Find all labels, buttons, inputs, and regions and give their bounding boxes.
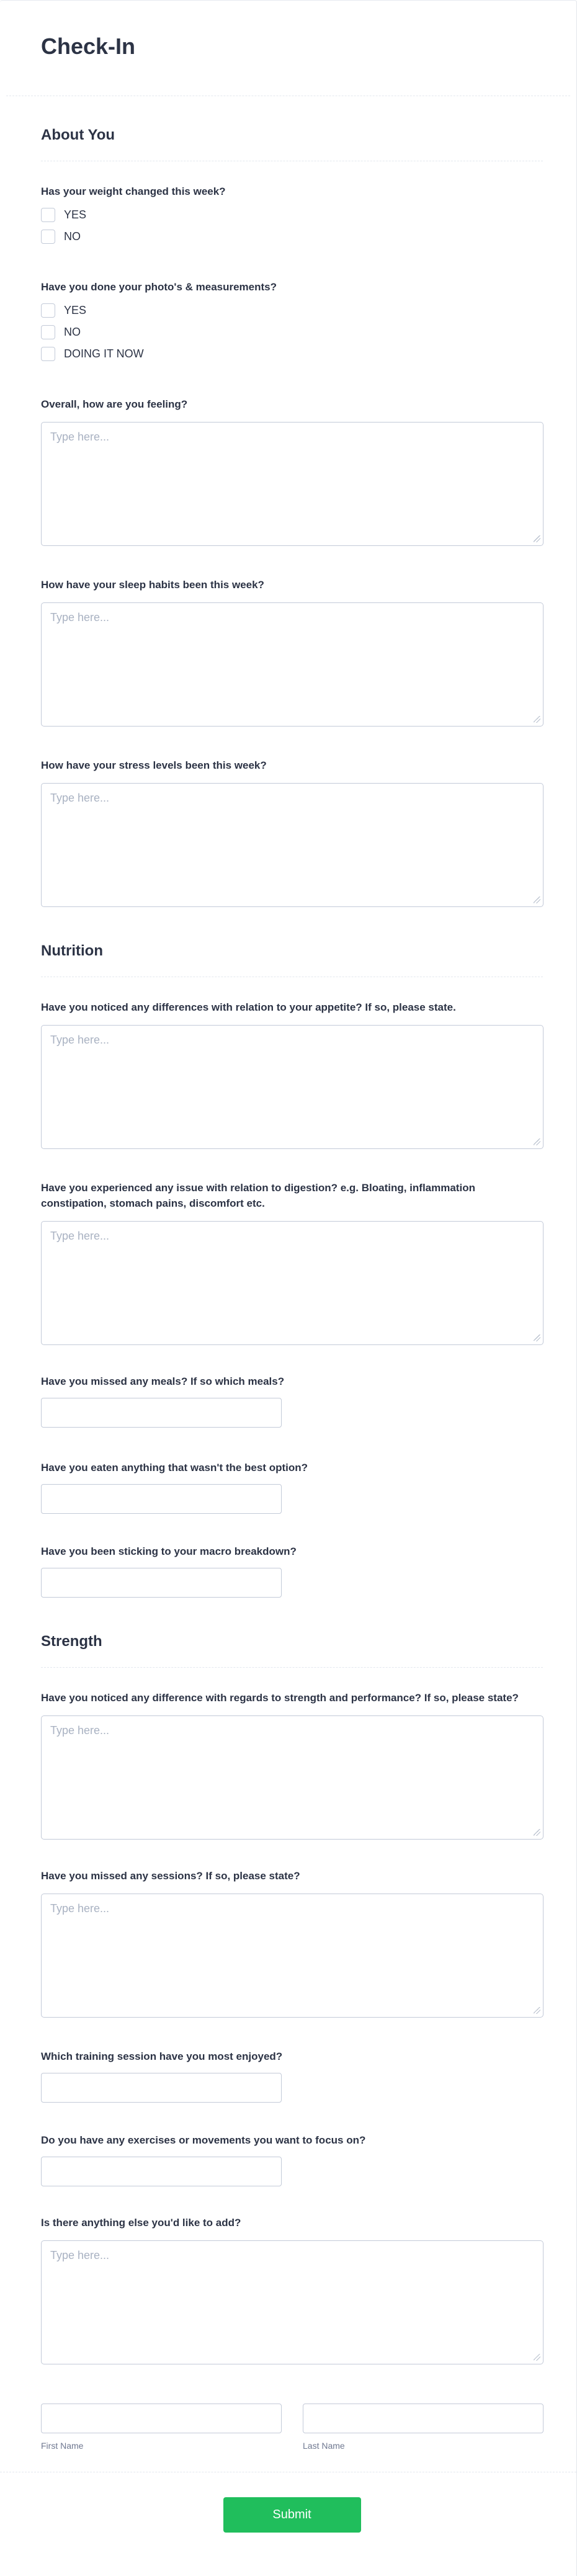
anything-else-textarea[interactable]	[41, 2240, 543, 2364]
question-focus-exercises: Do you have any exercises or movements you want to focus on?	[41, 2134, 366, 2146]
section-divider	[41, 1667, 543, 1668]
weight-change-no-checkbox[interactable]	[41, 230, 55, 244]
not-best-option-input[interactable]	[41, 1484, 282, 1514]
photos-measurements-checkbox-group	[41, 303, 543, 361]
appetite-field	[41, 1025, 543, 1149]
full-name-field	[41, 2404, 543, 2451]
stress-levels-textarea[interactable]	[41, 783, 543, 907]
strength-performance-field	[41, 1715, 543, 1840]
photos-no-checkbox[interactable]	[41, 325, 55, 339]
resize-handle-icon[interactable]	[534, 1138, 540, 1145]
resize-handle-icon[interactable]	[534, 2007, 540, 2014]
question-sleep-habits: How have your sleep habits been this week?	[41, 579, 264, 591]
question-missed-sessions: Have you missed any sessions? If so, please state?	[41, 1870, 300, 1882]
sleep-habits-field	[41, 602, 543, 727]
question-enjoyed-session: Which training session have you most enjoyed?	[41, 2051, 283, 2062]
last-name-col	[303, 2404, 543, 2451]
missed-sessions-textarea[interactable]	[41, 1894, 543, 2018]
resize-handle-icon[interactable]	[534, 897, 540, 903]
feeling-field	[41, 422, 543, 546]
checkbox-label[interactable]: NO	[64, 230, 81, 243]
last-name-sublabel: Last Name	[303, 2441, 345, 2451]
resize-handle-icon[interactable]	[534, 1829, 540, 1836]
photos-option-yes[interactable]	[41, 303, 86, 318]
checkbox-label[interactable]: NO	[64, 326, 81, 338]
checkbox-label[interactable]: DOING IT NOW	[64, 347, 144, 360]
form-content	[0, 1, 576, 2564]
question-weight-change: Has your weight changed this week?	[41, 186, 226, 197]
focus-exercises-input[interactable]	[41, 2157, 282, 2186]
photos-yes-checkbox[interactable]	[41, 303, 55, 318]
first-name-sublabel: First Name	[41, 2441, 84, 2451]
digestion-textarea[interactable]	[41, 1221, 543, 1345]
question-photos-measurements: Have you done your photo's & measurements?	[41, 281, 277, 293]
resize-handle-icon[interactable]	[534, 1335, 540, 1341]
submit-button[interactable]: Submit	[223, 2497, 361, 2533]
checkbox-label[interactable]: YES	[64, 208, 87, 221]
anything-else-field	[41, 2240, 543, 2364]
submit-row	[41, 2497, 543, 2533]
photos-option-no[interactable]	[41, 325, 81, 339]
weight-change-yes-checkbox[interactable]	[41, 208, 55, 222]
macro-breakdown-input[interactable]	[41, 1568, 282, 1598]
missed-sessions-field	[41, 1894, 543, 2018]
section-heading-about-you: About You	[41, 127, 115, 143]
section-heading-strength: Strength	[41, 1633, 102, 1650]
first-name-col	[41, 2404, 282, 2451]
question-feeling: Overall, how are you feeling?	[41, 398, 188, 410]
appetite-textarea[interactable]	[41, 1025, 543, 1149]
weight-change-option-no[interactable]	[41, 230, 81, 244]
last-name-input[interactable]	[303, 2404, 543, 2433]
section-heading-nutrition: Nutrition	[41, 942, 103, 959]
question-digestion: Have you experienced any issue with relation to digestion? e.g. Bloating, inflammation constipation, stomach pains, discomfort etc.	[41, 1182, 475, 1209]
missed-meals-input[interactable]	[41, 1398, 282, 1428]
resize-handle-icon[interactable]	[534, 716, 540, 723]
resize-handle-icon[interactable]	[534, 2354, 540, 2361]
photos-doing-it-now-checkbox[interactable]	[41, 347, 55, 361]
checkbox-label[interactable]: YES	[64, 304, 87, 316]
question-missed-meals: Have you missed any meals? If so which meals?	[41, 1375, 285, 1387]
photos-option-doing-it-now[interactable]	[41, 347, 144, 361]
sleep-habits-textarea[interactable]	[41, 602, 543, 727]
first-name-input[interactable]	[41, 2404, 282, 2433]
page-title: Check-In	[41, 34, 136, 59]
question-not-best-option: Have you eaten anything that wasn't the best option?	[41, 1462, 308, 1474]
question-stress-levels: How have your stress levels been this week?	[41, 759, 267, 771]
question-macro-breakdown: Have you been sticking to your macro breakdown?	[41, 1545, 297, 1557]
weight-change-checkbox-group	[41, 208, 543, 244]
strength-performance-textarea[interactable]	[41, 1715, 543, 1840]
resize-handle-icon[interactable]	[534, 535, 540, 542]
question-strength-performance: Have you noticed any difference with regards to strength and performance? If so, please state?	[41, 1692, 519, 1704]
enjoyed-session-input[interactable]	[41, 2073, 282, 2103]
feeling-textarea[interactable]	[41, 422, 543, 546]
weight-change-option-yes[interactable]	[41, 208, 86, 222]
question-appetite: Have you noticed any differences with relation to your appetite? If so, please state.	[41, 1001, 456, 1013]
stress-levels-field	[41, 783, 543, 907]
question-anything-else: Is there anything else you'd like to add?	[41, 2217, 241, 2229]
digestion-field	[41, 1221, 543, 1345]
